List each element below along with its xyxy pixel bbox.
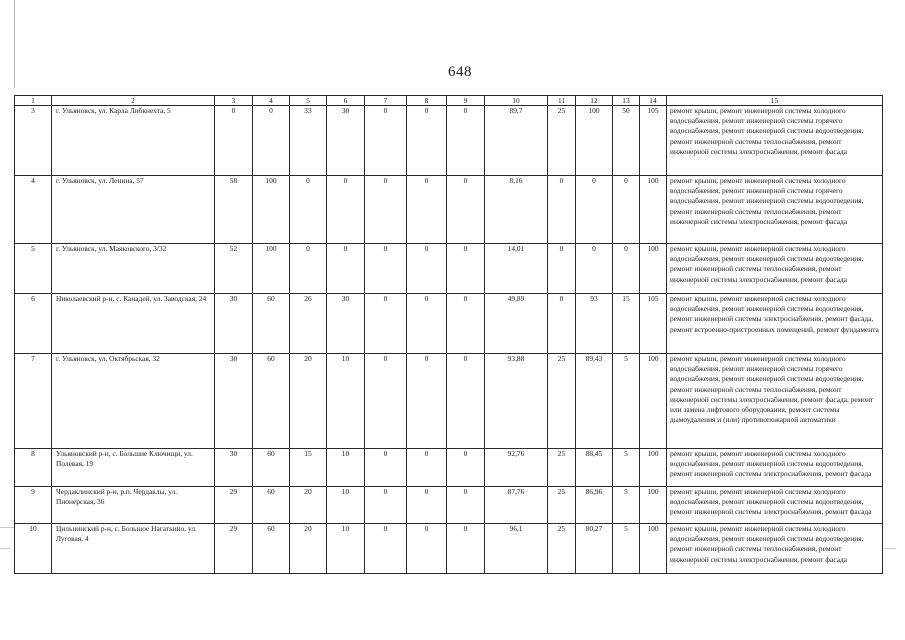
value-cell: 100 — [640, 354, 667, 449]
row-number-cell: 4 — [15, 176, 52, 244]
value-cell: 0 — [365, 244, 407, 294]
value-cell: 0 — [447, 524, 485, 574]
value-cell: 0 — [215, 106, 253, 176]
value-cell: 92,76 — [485, 449, 548, 487]
value-cell: 0 — [327, 176, 365, 244]
value-cell: 10 — [327, 524, 365, 574]
value-cell: 60 — [253, 354, 290, 449]
column-number: 13 — [613, 96, 640, 106]
address-cell: Чердаклинский р-н, р.п. Чердаклы, ул. Пионерская, 36 — [52, 487, 215, 524]
value-cell: 0 — [447, 294, 485, 354]
works-cell: ремонт крыши, ремонт инженерной системы холодного водоснабжения, ремонт инженерной системы горячего водоснабжения, ремонт инженерной системы водоотведения, ремонт инженерной системы теплоснабжения, ремонт инженерной системы электроснабжения, ремонт фасада — [667, 176, 883, 244]
value-cell: 30 — [327, 294, 365, 354]
value-cell: 8,16 — [485, 176, 548, 244]
value-cell: 30 — [215, 449, 253, 487]
value-cell: 5 — [613, 487, 640, 524]
column-number: 1 — [15, 96, 52, 106]
value-cell: 29 — [215, 524, 253, 574]
value-cell: 25 — [548, 106, 576, 176]
value-cell: 0 — [290, 244, 327, 294]
value-cell: 100 — [640, 524, 667, 574]
margin-rule — [14, 0, 15, 88]
address-cell: г. Ульяновск, ул. Карла Либкнехта, 5 — [52, 106, 215, 176]
works-cell: ремонт крыши, ремонт инженерной системы холодного водоснабжения, ремонт инженерной системы водоотведения, ремонт инженерной системы теплоснабжения, ремонт инженерной системы электроснабжения, ремонт фасада — [667, 524, 883, 574]
value-cell: 10 — [327, 354, 365, 449]
value-cell: 100 — [576, 106, 613, 176]
column-number: 15 — [667, 96, 883, 106]
address-cell: г. Ульяновск, ул. Маяковского, 3/32 — [52, 244, 215, 294]
repair-program-table — [14, 95, 883, 574]
value-cell: 30 — [215, 354, 253, 449]
table-row — [15, 487, 883, 524]
works-cell: ремонт крыши, ремонт инженерной системы холодного водоснабжения, ремонт инженерной системы горячего водоснабжения, ремонт инженерной системы водоотведения, ремонт инженерной системы теплоснабжения, ремонт инженерной системы электроснабжения, ремонт фасада — [667, 106, 883, 176]
value-cell: 60 — [253, 449, 290, 487]
value-cell: 0 — [407, 487, 447, 524]
works-cell: ремонт крыши, ремонт инженерной системы холодного водоснабжения, ремонт инженерной системы горячего водоснабжения, ремонт инженерной системы водоотведения, ремонт инженерной системы теплоснабжения, ремонт инженерной системы электроснабжения, ремонт фасада, ремонт или замена лифтового оборудования, ремонт системы дымоудаления и (или) противопожарной автоматики — [667, 354, 883, 449]
row-number-cell: 7 — [15, 354, 52, 449]
address-cell: г. Ульяновск, ул. Октябрьская, 32 — [52, 354, 215, 449]
value-cell: 20 — [290, 487, 327, 524]
value-cell: 0 — [447, 487, 485, 524]
table-row — [15, 106, 883, 176]
value-cell: 96,1 — [485, 524, 548, 574]
value-cell: 58 — [215, 176, 253, 244]
value-cell: 0 — [365, 487, 407, 524]
value-cell: 29 — [215, 487, 253, 524]
value-cell: 0 — [407, 244, 447, 294]
value-cell: 86,96 — [576, 487, 613, 524]
column-number: 14 — [640, 96, 667, 106]
value-cell: 0 — [365, 294, 407, 354]
value-cell: 100 — [640, 449, 667, 487]
table-row — [15, 244, 883, 294]
row-number-cell: 8 — [15, 449, 52, 487]
row-number-cell: 3 — [15, 106, 52, 176]
value-cell: 0 — [407, 106, 447, 176]
value-cell: 0 — [548, 294, 576, 354]
table-row — [15, 176, 883, 244]
value-cell: 0 — [407, 354, 447, 449]
value-cell: 30 — [215, 294, 253, 354]
value-cell: 105 — [640, 294, 667, 354]
value-cell: 100 — [640, 176, 667, 244]
value-cell: 87,76 — [485, 487, 548, 524]
value-cell: 15 — [613, 294, 640, 354]
row-number-cell: 10 — [15, 524, 52, 574]
value-cell: 10 — [327, 487, 365, 524]
column-number: 3 — [215, 96, 253, 106]
value-cell: 0 — [576, 176, 613, 244]
value-cell: 0 — [447, 106, 485, 176]
column-number: 9 — [447, 96, 485, 106]
value-cell: 5 — [613, 449, 640, 487]
value-cell: 30 — [327, 106, 365, 176]
address-cell: г. Ульяновск, ул. Ленина, 57 — [52, 176, 215, 244]
value-cell: 0 — [365, 449, 407, 487]
table-row — [15, 354, 883, 449]
value-cell: 100 — [253, 244, 290, 294]
value-cell: 25 — [548, 524, 576, 574]
value-cell: 0 — [447, 244, 485, 294]
value-cell: 60 — [253, 487, 290, 524]
value-cell: 0 — [407, 294, 447, 354]
value-cell: 80,27 — [576, 524, 613, 574]
works-cell: ремонт крыши, ремонт инженерной системы холодного водоснабжения, ремонт инженерной системы водоотведения, ремонт инженерной системы теплоснабжения, ремонт инженерной системы электроснабжения, ремонт фасада — [667, 244, 883, 294]
value-cell: 14,01 — [485, 244, 548, 294]
address-cell: Николаевский р-н, с. Канадей, ул. Заводская, 24 — [52, 294, 215, 354]
works-cell: ремонт крыши, ремонт инженерной системы холодного водоснабжения, ремонт инженерной системы водоотведения, ремонт инженерной системы электроснабжения, ремонт фасада, ремонт встроенно-пристроенных помещений, ремонт фундамента — [667, 294, 883, 354]
value-cell: 0 — [253, 106, 290, 176]
value-cell: 105 — [640, 106, 667, 176]
value-cell: 60 — [253, 524, 290, 574]
value-cell: 100 — [640, 244, 667, 294]
value-cell: 93,88 — [485, 354, 548, 449]
value-cell: 0 — [447, 449, 485, 487]
column-number: 10 — [485, 96, 548, 106]
value-cell: 5 — [613, 354, 640, 449]
value-cell: 0 — [407, 524, 447, 574]
row-number-cell: 9 — [15, 487, 52, 524]
column-number: 2 — [52, 96, 215, 106]
scan-artifact-line — [0, 527, 14, 528]
value-cell: 5 — [613, 524, 640, 574]
works-cell: ремонт крыши, ремонт инженерной системы холодного водоснабжения, ремонт инженерной системы водоотведения, ремонт инженерной системы электроснабжения, ремонт фасада — [667, 487, 883, 524]
column-number: 11 — [548, 96, 576, 106]
column-number: 4 — [253, 96, 290, 106]
value-cell: 0 — [365, 176, 407, 244]
row-number-cell: 6 — [15, 294, 52, 354]
value-cell: 60 — [253, 294, 290, 354]
value-cell: 0 — [548, 176, 576, 244]
value-cell: 89,7 — [485, 106, 548, 176]
column-number: 12 — [576, 96, 613, 106]
value-cell: 26 — [290, 294, 327, 354]
value-cell: 25 — [548, 487, 576, 524]
value-cell: 93 — [576, 294, 613, 354]
value-cell: 0 — [407, 176, 447, 244]
scan-artifact-line — [884, 548, 896, 549]
value-cell: 15 — [290, 449, 327, 487]
column-number: 6 — [327, 96, 365, 106]
value-cell: 100 — [253, 176, 290, 244]
value-cell: 10 — [327, 449, 365, 487]
value-cell: 0 — [327, 244, 365, 294]
address-cell: Ульяновский р-н, с. Большие Ключищи, ул. Полевая, 19 — [52, 449, 215, 487]
value-cell: 52 — [215, 244, 253, 294]
column-number: 8 — [407, 96, 447, 106]
page-number: 648 — [448, 64, 472, 80]
value-cell: 88,45 — [576, 449, 613, 487]
value-cell: 0 — [613, 176, 640, 244]
value-cell: 0 — [365, 524, 407, 574]
value-cell: 25 — [548, 354, 576, 449]
value-cell: 100 — [640, 487, 667, 524]
column-number: 7 — [365, 96, 407, 106]
table-row — [15, 449, 883, 487]
row-number-cell: 5 — [15, 244, 52, 294]
column-number: 5 — [290, 96, 327, 106]
value-cell: 20 — [290, 524, 327, 574]
address-cell: Цильнинский р-н, с. Большое Нагаткино, ул. Луговая, 4 — [52, 524, 215, 574]
table-row — [15, 294, 883, 354]
works-cell: ремонт крыши, ремонт инженерной системы холодного водоснабжения, ремонт инженерной системы водоотведения, ремонт инженерной системы электроснабжения, ремонт фасада — [667, 449, 883, 487]
value-cell: 0 — [365, 354, 407, 449]
value-cell: 33 — [290, 106, 327, 176]
table-header-row — [15, 96, 883, 106]
value-cell: 0 — [447, 176, 485, 244]
value-cell: 89,43 — [576, 354, 613, 449]
value-cell: 0 — [365, 106, 407, 176]
table-row — [15, 524, 883, 574]
value-cell: 0 — [290, 176, 327, 244]
value-cell: 20 — [290, 354, 327, 449]
value-cell: 0 — [447, 354, 485, 449]
value-cell: 0 — [576, 244, 613, 294]
value-cell: 0 — [548, 244, 576, 294]
value-cell: 0 — [613, 244, 640, 294]
value-cell: 0 — [407, 449, 447, 487]
value-cell: 25 — [548, 449, 576, 487]
value-cell: 49,89 — [485, 294, 548, 354]
value-cell: 50 — [613, 106, 640, 176]
scan-artifact-line — [0, 548, 10, 549]
